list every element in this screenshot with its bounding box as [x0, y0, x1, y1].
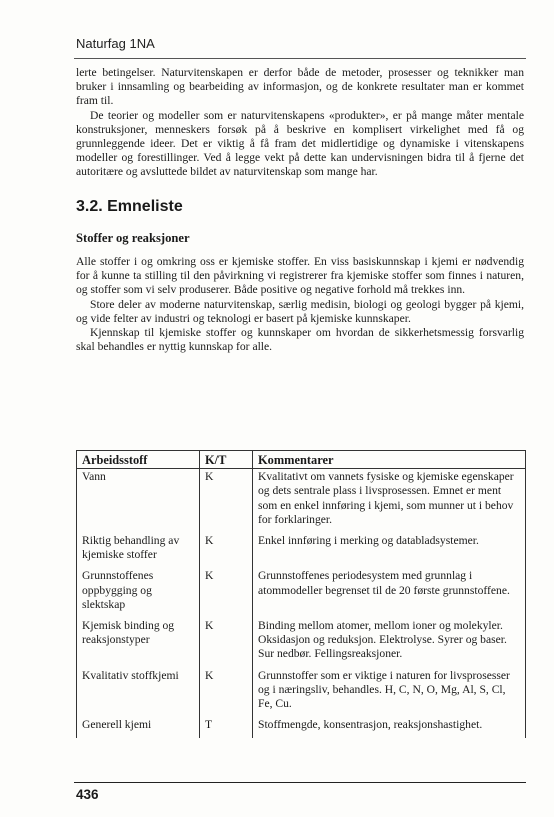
cell-kt: K — [200, 668, 253, 718]
section-paragraph-1: Alle stoffer i og omkring oss er kjemiske stoffer. En viss basiskunnskap i kjemi er nødvendig for å kunne ta stilling til den påvirkning vi registrerer fra kjemiske stoffer som finnes i naturen, og stoffer som vi selv produserer. Både positive og negative forhold må trekkes inn. — [76, 255, 524, 297]
table-row — [77, 717, 526, 738]
cell-kommentar: Grunnstoffer som er viktige i naturen for livsprosesser og i næringsliv, behandles. H, C, N, O, Mg, Al, S, Cl, Fe, Cu. — [253, 668, 526, 718]
table-row — [77, 568, 526, 618]
table-row — [77, 469, 526, 533]
section-paragraph-3: Kjennskap til kjemiske stoffer og kunnskaper om hvordan de sikkerhetsmessig forsvarlig skal behandles er nyttig kunnskap for alle. — [76, 326, 524, 354]
cell-kommentar: Stoffmengde, konsentrasjon, reaksjonshastighet. — [253, 717, 526, 738]
cell-kommentar: Enkel innføring i merking og databladsystemer. — [253, 533, 526, 568]
cell-arbeidsstoff: Kjemisk binding og reaksjonstyper — [77, 618, 200, 668]
section-paragraph-2: Store deler av moderne naturvitenskap, særlig medisin, biologi og geologi bygger på kjemi, og vide felter av industri og teknologi er basert på kjemiske kunnskaper. — [76, 297, 524, 325]
table-row — [77, 618, 526, 668]
running-head: Naturfag 1NA — [76, 36, 155, 51]
cell-kt: K — [200, 568, 253, 618]
cell-arbeidsstoff: Vann — [77, 469, 200, 533]
cell-kommentar: Kvalitativt om vannets fysiske og kjemiske egenskaper og dets sentrale plass i livsprosessen. Emnet er ment som en enkel innføring i kjemi, som munner ut i behov for forklaringer. — [253, 469, 526, 533]
section-title: 3.2. Emneliste — [76, 197, 183, 215]
page-body — [76, 66, 524, 354]
table-row — [77, 668, 526, 718]
cell-kommentar: Binding mellom atomer, mellom ioner og molekyler. Oksidasjon og reduksjon. Elektrolyse. Syrer og baser. Sur nedbør. Fellingsreaksjoner. — [253, 618, 526, 668]
cell-kt: K — [200, 533, 253, 568]
cell-arbeidsstoff: Kvalitativ stoffkjemi — [77, 668, 200, 718]
footer-divider — [74, 782, 526, 783]
cell-arbeidsstoff: Riktig behandling av kjemiske stoffer — [77, 533, 200, 568]
intro-paragraph-1: lerte betingelser. Naturvitenskapen er derfor både de metoder, prosesser og teknikker man bruker i innsamling og bearbeiding av informasjon, og de konkrete resultater man er kommet fram til. — [76, 66, 524, 108]
table-header-row — [77, 451, 526, 469]
cell-arbeidsstoff: Generell kjemi — [77, 717, 200, 738]
subsection-title: Stoffer og reaksjoner — [76, 230, 190, 245]
intro-paragraph-2: De teorier og modeller som er naturvitenskapens «produkter», er på mange måter mentale konstruksjoner, menneskers forsøk på å beskrive en komplisert virkelighet med få og grunnleggende ideer. Det er viktig å få fram det midlertidige og dynamiske i vitenskapens modeller og forestillinger. Ved å legge vekt på dette kan undervisningen bidra til å fjerne det autoritære og avsluttede bildet av naturvitenskap som mange har. — [76, 108, 524, 179]
column-header-kt: K/T — [200, 451, 253, 469]
table-row — [77, 533, 526, 568]
column-header-kommentarer: Kommentarer — [253, 451, 526, 469]
cell-kt: K — [200, 469, 253, 533]
header-divider — [74, 58, 526, 59]
cell-kommentar: Grunnstoffenes periodesystem med grunnlag i atommodeller begrenset til de 20 første grunnstoffene. — [253, 568, 526, 618]
page-number: 436 — [76, 787, 99, 802]
cell-arbeidsstoff: Grunnstoffenes oppbygging og slektskap — [77, 568, 200, 618]
column-header-arbeidsstoff: Arbeidsstoff — [77, 451, 200, 469]
topic-table — [76, 450, 526, 738]
cell-kt: K — [200, 618, 253, 668]
cell-kt: T — [200, 717, 253, 738]
